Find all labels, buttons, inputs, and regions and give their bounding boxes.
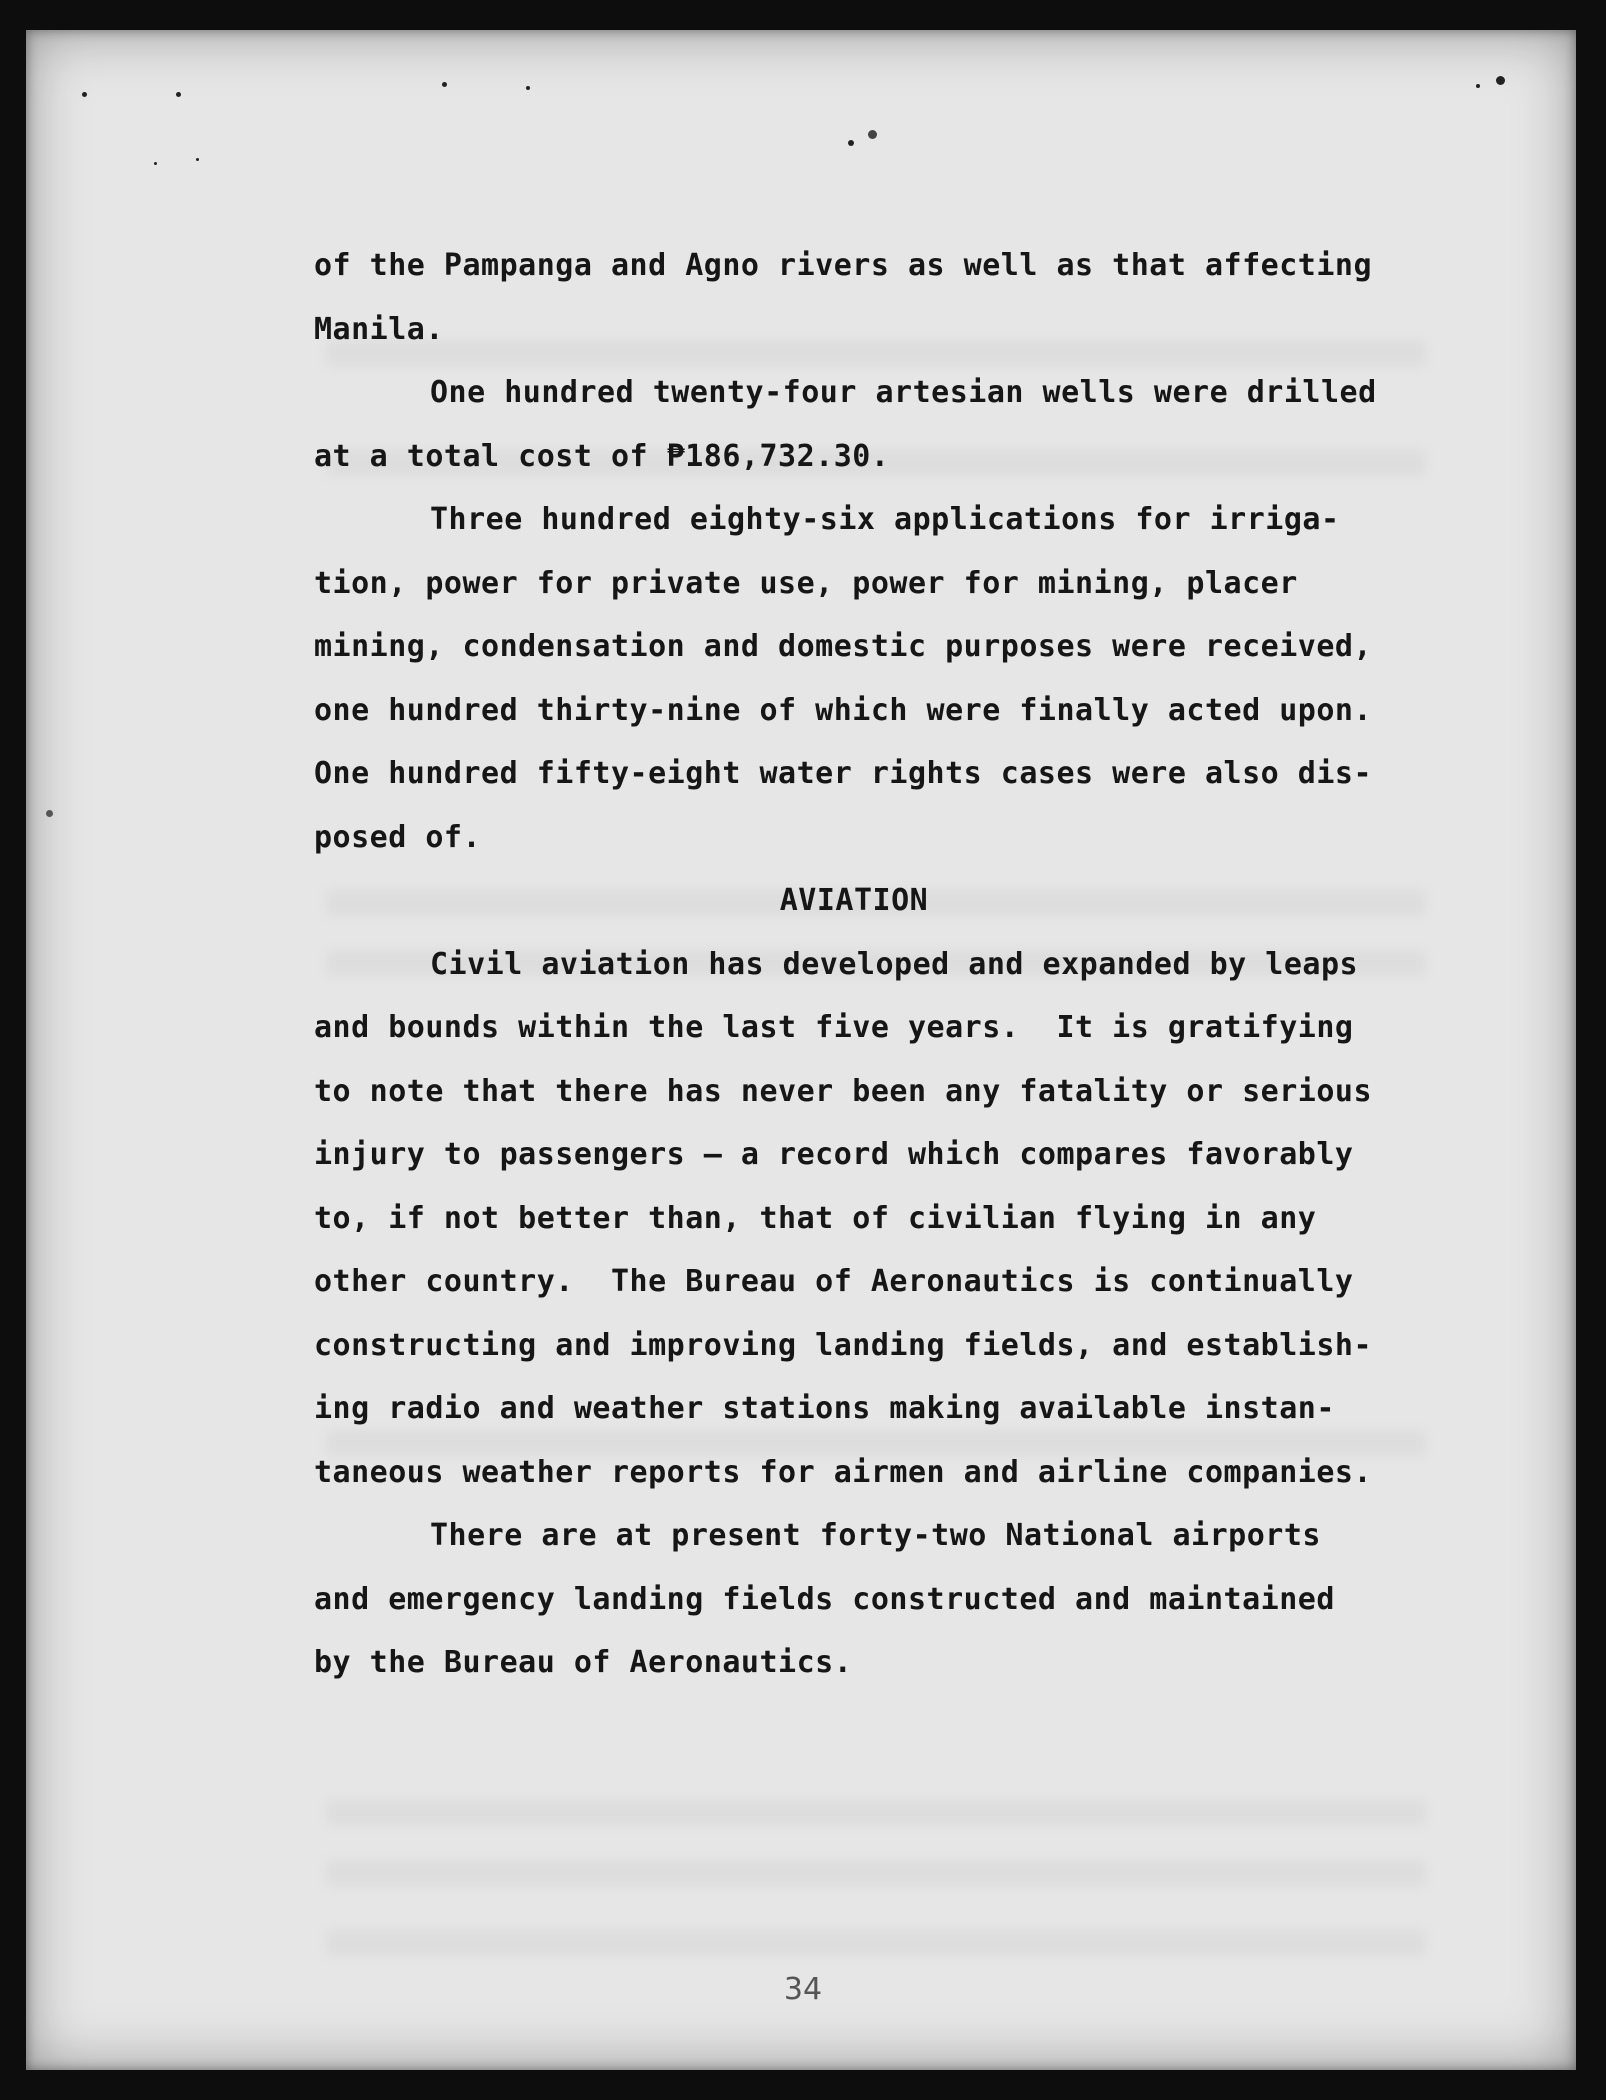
- text-line: tion, power for private use, power for mining, placer: [314, 565, 1298, 601]
- bleed-through-band: [326, 1930, 1426, 1956]
- text-line: Three hundred eighty-six applications for irriga-: [430, 502, 1340, 537]
- text-line: taneous weather reports for airmen and airline companies.: [314, 1454, 1373, 1490]
- text-line: by the Bureau of Aeronautics.: [314, 1645, 853, 1680]
- text-line: There are at present forty-two National airports: [430, 1518, 1321, 1553]
- text-line: and emergency landing fields constructed and maintained: [314, 1581, 1335, 1617]
- text-line: of the Pampanga and Agno rivers as well as that affecting: [314, 248, 1373, 283]
- text-line: One hundred fifty-eight water rights cases were also dis-: [314, 756, 1373, 791]
- page-number: 34: [783, 1972, 823, 2007]
- text-line: mining, condensation and domestic purposes were received,: [314, 629, 1373, 664]
- text-line: Civil aviation has developed and expanded by leaps: [430, 946, 1359, 982]
- text-line: constructing and improving landing fields, and establish-: [314, 1327, 1373, 1363]
- body-text: [314, 234, 1434, 1695]
- text-line: ing radio and weather stations making available instan-: [314, 1391, 1335, 1426]
- bleed-through-band: [326, 1800, 1426, 1826]
- text-line: posed of.: [314, 819, 482, 855]
- text-line: at a total cost of ₱186,732.30.: [314, 438, 890, 474]
- section-heading: AVIATION: [779, 883, 929, 918]
- text-line: to note that there has never been any fatality or serious: [314, 1073, 1373, 1109]
- text-line: and bounds within the last five years. It is gratifying: [314, 1010, 1354, 1045]
- text-line: One hundred twenty-four artesian wells were drilled: [430, 375, 1377, 410]
- text-line: one hundred thirty-nine of which were finally acted upon.: [314, 692, 1373, 728]
- text-line: injury to passengers — a record which compares favorably: [314, 1137, 1354, 1172]
- text-line: other country. The Bureau of Aeronautics is continually: [314, 1264, 1354, 1299]
- text-line: Manila.: [314, 311, 444, 347]
- text-line: to, if not better than, that of civilian flying in any: [314, 1200, 1317, 1236]
- bleed-through-band: [326, 1860, 1426, 1886]
